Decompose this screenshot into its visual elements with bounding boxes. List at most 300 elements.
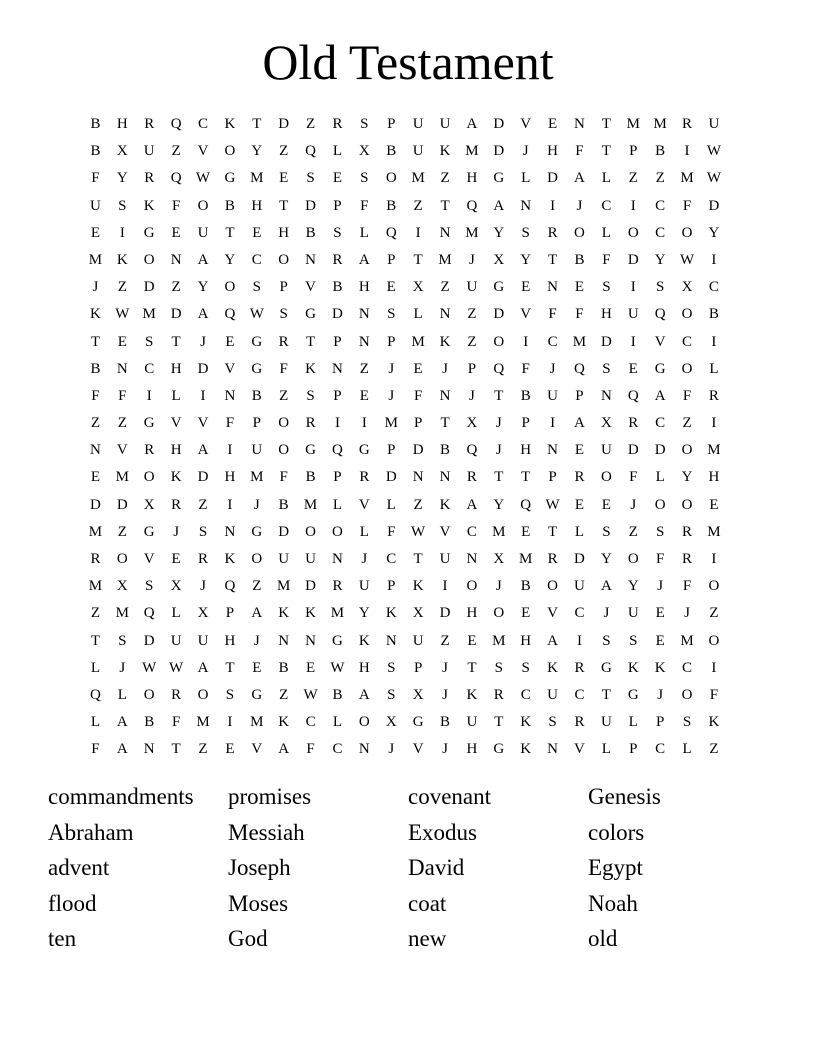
grid-letter: D (278, 523, 290, 540)
grid-letter: O (224, 279, 236, 296)
grid-letter: K (520, 741, 532, 758)
grid-letter: L (332, 143, 343, 160)
grid-letter: C (574, 605, 585, 622)
grid-letter: P (387, 251, 396, 268)
grid-letter: D (197, 360, 209, 377)
word-list-item: ten (48, 926, 77, 951)
grid-letter: I (227, 442, 233, 459)
word-list (48, 779, 768, 957)
grid-letter: T (440, 415, 450, 432)
grid-letter: N (224, 387, 236, 404)
grid-letter: M (707, 523, 721, 540)
grid-letter: W (249, 306, 264, 323)
grid-letter: G (143, 415, 155, 432)
grid-letter: M (653, 116, 667, 132)
grid-letter: O (143, 469, 155, 486)
grid-letter: S (333, 224, 342, 241)
grid-letter: R (305, 415, 316, 432)
grid-letter: S (145, 578, 154, 595)
grid-letter: J (388, 387, 395, 404)
grid-letter: Y (654, 251, 666, 268)
grid-letter: F (655, 551, 665, 567)
grid-letter: Z (413, 496, 423, 513)
grid-letter: R (466, 469, 477, 486)
grid-letter: O (681, 224, 693, 241)
grid-letter: F (91, 387, 100, 404)
grid-letter: T (225, 224, 235, 241)
grid-letter: A (466, 496, 478, 513)
grid-letter: M (88, 251, 103, 268)
grid-letter: J (253, 632, 260, 649)
grid-letter: E (574, 442, 585, 459)
grid-letter: Z (171, 143, 181, 160)
grid-letter: H (466, 741, 478, 758)
grid-letter: E (252, 659, 262, 676)
grid-letter: D (305, 578, 316, 595)
grid-letter: O (547, 578, 558, 595)
grid-letter: F (682, 197, 692, 214)
grid-letter: A (654, 387, 666, 404)
grid-letter: J (442, 360, 448, 377)
grid-letter: F (279, 469, 288, 486)
grid-letter: C (655, 224, 666, 241)
grid-letter: R (332, 578, 343, 595)
grid-letter: X (412, 279, 424, 296)
grid-letter: G (600, 659, 612, 676)
grid-row (82, 138, 727, 165)
grid-letter: F (91, 170, 100, 187)
grid-letter: A (197, 306, 209, 323)
grid-letter: Y (197, 279, 209, 296)
grid-letter: H (224, 469, 236, 486)
grid-letter: O (708, 632, 720, 649)
grid-letter: L (601, 741, 611, 758)
grid-letter: T (601, 686, 611, 703)
grid-letter: S (629, 632, 638, 649)
grid-letter: X (493, 551, 505, 567)
grid-letter: P (279, 279, 288, 296)
grid-letter: Y (600, 551, 612, 567)
grid-letter: O (278, 251, 290, 268)
grid-letter: E (709, 496, 719, 513)
grid-letter: G (251, 686, 263, 703)
grid-letter: E (252, 224, 262, 241)
grid-letter: Y (681, 469, 693, 486)
grid-letter: I (576, 632, 582, 649)
grid-letter: W (142, 659, 157, 676)
grid-letter: V (197, 143, 209, 160)
grid-letter: E (90, 469, 101, 486)
grid-letter: Q (627, 387, 639, 404)
grid-letter: T (279, 197, 289, 214)
word-list-item: covenant (408, 784, 492, 809)
grid-letter: Z (198, 741, 208, 758)
grid-letter: V (197, 415, 209, 432)
grid-letter: G (251, 523, 263, 540)
grid-letter: O (681, 496, 693, 513)
word-list-item: Abraham (48, 819, 134, 845)
grid-letter: C (708, 279, 719, 296)
grid-letter: A (493, 197, 505, 214)
grid-letter: I (630, 197, 636, 214)
grid-letter: U (305, 551, 316, 567)
grid-letter: U (547, 387, 558, 404)
grid-letter: V (170, 415, 182, 432)
grid-letter: Q (170, 116, 182, 132)
grid-letter: X (116, 578, 128, 595)
grid-letter: T (494, 469, 504, 486)
grid-letter: G (251, 360, 263, 377)
grid-letter: O (251, 551, 263, 567)
grid-letter: N (439, 306, 451, 323)
grid-letter: N (170, 251, 182, 268)
grid-letter: P (413, 659, 423, 676)
grid-letter: F (548, 306, 557, 323)
grid-letter: Q (170, 170, 182, 187)
grid-letter: J (495, 415, 502, 432)
grid-letter: R (359, 469, 370, 486)
grid-letter: B (574, 251, 585, 268)
grid-letter: N (143, 741, 155, 758)
grid-letter: B (655, 143, 666, 160)
grid-letter: O (681, 686, 693, 703)
grid-letter: S (521, 659, 530, 676)
grid-letter: J (495, 442, 502, 459)
grid-letter: Z (171, 279, 181, 296)
grid-letter: D (708, 197, 720, 214)
grid-row (82, 247, 727, 274)
grid-letter: C (332, 741, 343, 758)
grid-letter: J (468, 387, 475, 404)
grid-letter: H (466, 605, 478, 622)
grid-letter: M (465, 143, 479, 160)
grid-letter: C (466, 523, 477, 540)
grid-letter: S (387, 686, 396, 703)
grid-letter: Z (628, 170, 638, 187)
grid-letter: T (305, 333, 316, 350)
grid-letter: F (602, 251, 611, 268)
grid-letter: I (711, 251, 717, 268)
grid-letter: C (574, 686, 585, 703)
grid-letter: P (333, 469, 342, 486)
grid-letter: H (170, 442, 182, 459)
grid-letter: J (442, 741, 448, 758)
grid-letter: E (521, 605, 531, 622)
grid-letter: K (412, 578, 424, 595)
grid-letter: N (116, 360, 128, 377)
grid-letter: A (358, 686, 370, 703)
grid-letter: K (305, 360, 316, 377)
grid-letter: D (278, 116, 290, 132)
grid-letter: Q (224, 306, 236, 323)
grid-letter: O (627, 551, 639, 567)
grid-letter: A (116, 714, 128, 731)
grid-letter: Z (279, 387, 289, 404)
grid-letter: D (654, 442, 666, 459)
grid-letter: P (387, 442, 396, 459)
grid-letter: G (493, 279, 505, 296)
grid-letter: S (602, 279, 611, 296)
grid-letter: X (116, 143, 128, 160)
grid-letter: Y (627, 578, 639, 595)
grid-letter: I (711, 659, 717, 676)
grid-letter: Z (90, 415, 101, 432)
grid-letter: X (466, 415, 478, 432)
grid-letter: P (467, 360, 477, 377)
grid-letter: L (359, 523, 369, 540)
grid-letter: G (332, 632, 343, 649)
grid-letter: L (521, 170, 531, 187)
grid-letter: N (224, 523, 236, 540)
grid-letter: N (358, 333, 370, 350)
grid-letter: N (439, 224, 451, 241)
grid-letter: T (171, 741, 181, 758)
grid-letter: Y (493, 496, 505, 513)
grid-letter: N (520, 197, 532, 214)
grid-letter: O (681, 306, 693, 323)
grid-letter: O (197, 686, 209, 703)
grid-letter: T (413, 551, 423, 567)
grid-letter: H (520, 442, 532, 459)
grid-letter: O (278, 442, 290, 459)
grid-letter: N (574, 116, 585, 132)
grid-letter: U (143, 143, 155, 160)
grid-letter: R (332, 116, 343, 132)
grid-letter: A (278, 741, 290, 758)
grid-letter: O (493, 333, 505, 350)
grid-letter: M (411, 333, 425, 350)
grid-letter: L (655, 469, 665, 486)
grid-letter: Z (413, 197, 423, 214)
grid-letter: G (493, 170, 505, 187)
grid-letter: J (468, 251, 475, 268)
grid-letter: B (305, 224, 316, 241)
grid-letter: B (386, 197, 397, 214)
grid-letter: R (682, 116, 693, 132)
grid-letter: M (196, 714, 210, 731)
grid-letter: R (278, 333, 289, 350)
grid-letter: N (305, 632, 316, 649)
grid-letter: F (225, 415, 235, 432)
grid-letter: U (600, 442, 612, 459)
grid-letter: S (655, 523, 665, 540)
grid-letter: C (655, 415, 666, 432)
grid-letter: G (654, 360, 666, 377)
grid-letter: B (440, 714, 451, 731)
grid-letter: X (358, 143, 370, 160)
grid-row (82, 600, 727, 627)
grid-letter: I (227, 496, 233, 513)
grid-letter: H (547, 143, 558, 160)
grid-letter: S (145, 333, 154, 350)
grid-letter: B (144, 714, 155, 731)
grid-letter: S (198, 523, 208, 540)
grid-letter: K (627, 659, 639, 676)
grid-letter: V (305, 279, 316, 296)
grid-letter: J (630, 496, 637, 513)
grid-letter: O (600, 469, 612, 486)
grid-letter: T (440, 197, 450, 214)
grid-letter: R (332, 251, 343, 268)
grid-letter: M (626, 116, 640, 132)
grid-letter: P (548, 469, 557, 486)
grid-row (82, 220, 727, 247)
grid-letter: K (358, 632, 370, 649)
grid-letter: D (332, 306, 343, 323)
grid-letter: F (682, 578, 692, 595)
grid-letter: V (412, 741, 424, 758)
grid-letter: F (709, 686, 719, 703)
grid-letter: C (682, 659, 693, 676)
grid-letter: P (521, 415, 530, 432)
word-list-item: new (408, 926, 447, 951)
grid-letter: V (574, 741, 585, 758)
grid-letter: W (169, 659, 184, 676)
grid-letter: X (143, 496, 155, 513)
grid-letter: T (601, 143, 611, 160)
grid-letter: W (411, 523, 426, 540)
grid-letter: M (519, 551, 533, 567)
grid-letter: T (171, 333, 181, 350)
grid-letter: J (657, 686, 664, 703)
grid-letter: R (144, 170, 155, 187)
word-list-item: Egypt (588, 855, 643, 880)
grid-letter: W (115, 306, 130, 323)
grid-letter: N (412, 469, 424, 486)
grid-row (82, 383, 727, 410)
grid-letter: L (359, 224, 369, 241)
grid-letter: H (466, 170, 478, 187)
grid-letter: J (200, 578, 206, 595)
grid-letter: M (492, 632, 506, 649)
grid-letter: O (385, 170, 397, 187)
grid-letter: R (90, 551, 101, 567)
word-list-item: Exodus (408, 819, 477, 845)
grid-letter: V (439, 523, 451, 540)
grid-letter: E (655, 605, 665, 622)
grid-letter: L (171, 387, 181, 404)
grid-letter: X (385, 714, 397, 731)
grid-letter: D (493, 143, 505, 160)
grid-letter: S (360, 116, 369, 132)
grid-letter: I (200, 387, 206, 404)
grid-letter: U (439, 551, 451, 567)
grid-letter: J (576, 197, 583, 214)
grid-letter: P (333, 333, 342, 350)
grid-letter: O (493, 605, 505, 622)
grid-letter: E (574, 496, 585, 513)
grid-letter: O (574, 224, 585, 241)
grid-row (82, 628, 727, 655)
grid-letter: U (600, 714, 612, 731)
grid-letter: H (358, 659, 370, 676)
grid-letter: E (413, 360, 423, 377)
grid-letter: L (574, 523, 585, 540)
grid-letter: Z (305, 116, 316, 132)
grid-letter: K (520, 714, 532, 731)
grid-letter: D (574, 551, 585, 567)
grid-letter: D (439, 605, 451, 622)
grid-letter: M (384, 415, 398, 432)
grid-letter: G (224, 170, 236, 187)
grid-letter: N (332, 551, 343, 567)
grid-letter: I (550, 197, 556, 214)
grid-letter: K (224, 116, 236, 132)
grid-letter: M (88, 578, 103, 595)
grid-row (82, 274, 727, 301)
grid-letter: B (90, 143, 101, 160)
grid-letter: G (493, 741, 505, 758)
grid-letter: Q (385, 224, 397, 241)
word-list-item: coat (408, 890, 447, 916)
grid-letter: S (548, 714, 557, 731)
grid-letter: X (197, 605, 209, 622)
grid-letter: L (117, 686, 127, 703)
grid-letter: Z (440, 170, 450, 187)
grid-letter: E (359, 387, 369, 404)
grid-letter: J (442, 659, 448, 676)
grid-letter: Z (628, 523, 638, 540)
grid-letter: M (330, 605, 345, 622)
grid-letter: T (90, 333, 101, 350)
grid-letter: O (708, 578, 720, 595)
grid-letter: Q (90, 686, 101, 703)
grid-letter: V (547, 605, 558, 622)
grid-letter: T (494, 714, 504, 731)
grid-letter: M (303, 496, 318, 513)
grid-letter: T (601, 116, 611, 132)
grid-letter: E (171, 224, 181, 241)
grid-letter: R (547, 551, 558, 567)
grid-row (82, 301, 727, 328)
grid-letter: O (358, 714, 370, 731)
grid-letter: S (655, 279, 665, 296)
grid-letter: F (521, 360, 530, 377)
word-list-item: Genesis (588, 784, 661, 809)
grid-letter: V (358, 496, 370, 513)
grid-letter: U (251, 442, 263, 459)
grid-letter: C (655, 741, 666, 758)
grid-letter: Q (466, 442, 478, 459)
grid-letter: I (146, 387, 152, 404)
grid-letter: S (602, 632, 611, 649)
grid-letter: U (466, 279, 478, 296)
grid-letter: P (333, 197, 342, 214)
grid-letter: D (627, 442, 639, 459)
grid-letter: C (305, 714, 316, 731)
grid-letter: E (90, 224, 101, 241)
grid-letter: M (142, 306, 156, 323)
grid-letter: U (90, 197, 101, 214)
grid-letter: W (706, 143, 722, 160)
word-list-item: colors (588, 819, 645, 845)
grid-letter: A (197, 659, 209, 676)
grid-letter: D (385, 469, 397, 486)
grid-letter: V (654, 333, 666, 350)
grid-letter: Z (252, 578, 262, 595)
grid-letter: A (197, 251, 209, 268)
grid-letter: I (684, 143, 690, 160)
grid-letter: I (119, 224, 125, 241)
grid-letter: F (575, 143, 584, 160)
word-list-item: David (408, 855, 465, 880)
grid-letter: H (600, 306, 612, 323)
grid-letter: B (520, 578, 531, 595)
grid-letter: I (415, 224, 421, 241)
grid-letter: B (90, 116, 101, 132)
grid-letter: N (278, 632, 290, 649)
grid-letter: U (466, 714, 478, 731)
